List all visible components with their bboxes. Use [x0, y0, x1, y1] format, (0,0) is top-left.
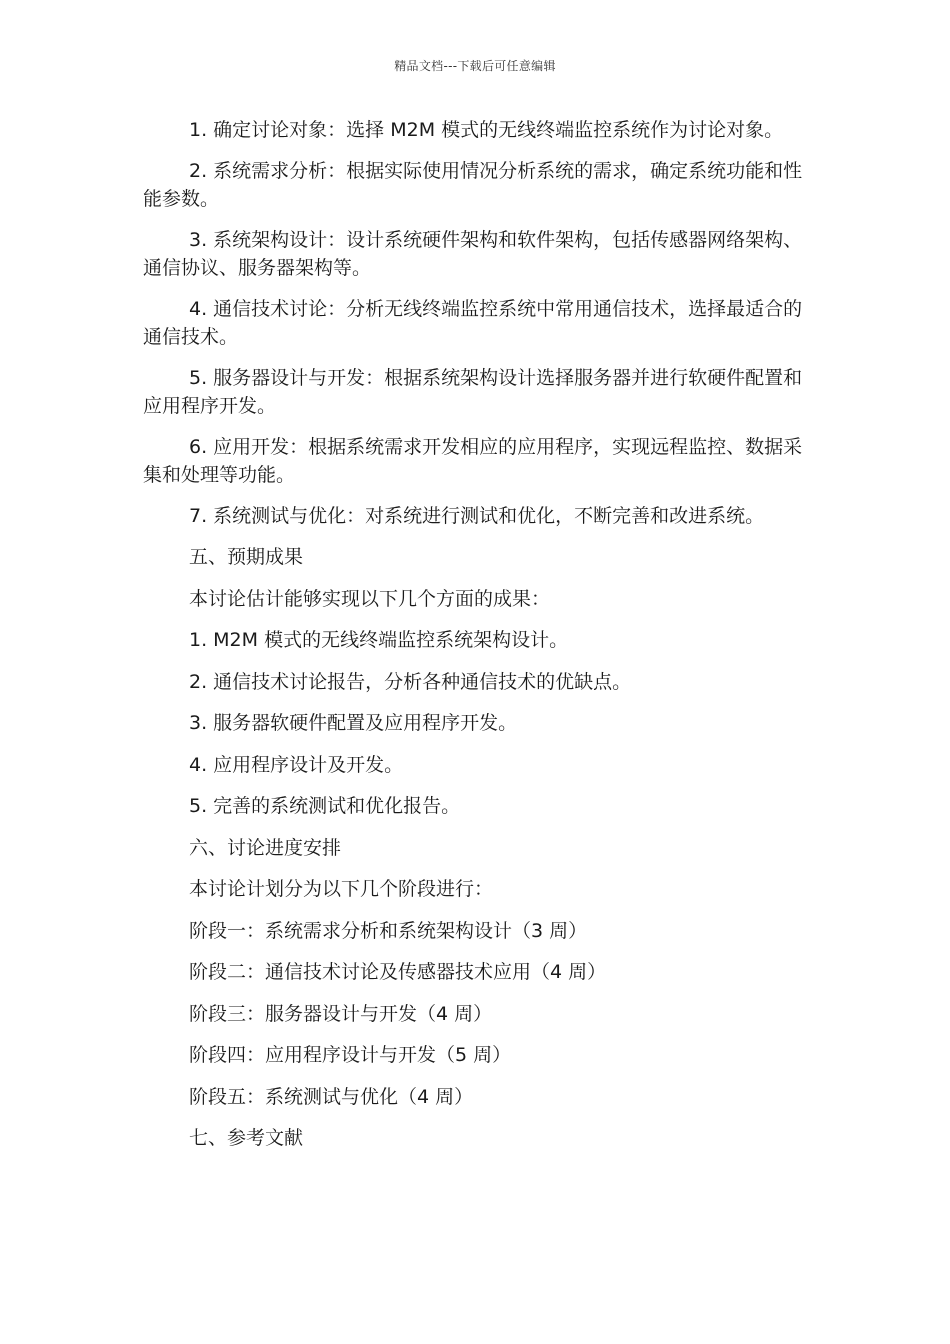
- phase-item: 阶段四：应用程序设计与开发（5 周）: [189, 1044, 512, 1066]
- section-intro: 本讨论估计能够实现以下几个方面的成果：: [189, 587, 551, 610]
- step-paragraph: 4. 通信技术讨论：分析无线终端监控系统中常用通信技术，选择最适合的通信技术。: [143, 298, 803, 348]
- step-paragraph: 5. 服务器设计与开发：根据系统架构设计选择服务器并进行软硬件配置和应用程序开发。: [143, 367, 803, 417]
- phase-item: 阶段二：通信技术讨论及传感器技术应用（4 周）: [189, 961, 607, 983]
- step-paragraph: 2. 系统需求分析：根据实际使用情况分析系统的需求，确定系统功能和性能参数。: [143, 160, 803, 210]
- section-heading: 七、参考文献: [189, 1127, 304, 1149]
- list-item: 1. M2M 模式的无线终端监控系统架构设计。: [189, 629, 569, 651]
- document-body: [143, 116, 808, 1166]
- phase-item: 阶段五：系统测试与优化（4 周）: [189, 1085, 474, 1108]
- step-paragraph: 3. 系统架构设计：设计系统硬件架构和软件架构，包括传感器网络架构、通信协议、服务器架构等。: [143, 229, 803, 279]
- section-heading: 五、预期成果: [189, 546, 304, 568]
- step-paragraph: 7. 系统测试与优化：对系统进行测试和优化，不断完善和改进系统。: [189, 505, 765, 527]
- list-item: 2. 通信技术讨论报告，分析各种通信技术的优缺点。: [189, 670, 632, 693]
- phase-item: 阶段三：服务器设计与开发（4 周）: [189, 1002, 493, 1025]
- section-heading: 六、讨论进度安排: [189, 836, 342, 859]
- page-header: 精品文档---下载后可任意编辑: [394, 59, 556, 73]
- section-intro: 本讨论计划分为以下几个阶段进行：: [189, 878, 494, 900]
- list-item: 4. 应用程序设计及开发。: [189, 753, 404, 776]
- phase-item: 阶段一：系统需求分析和系统架构设计（3 周）: [189, 919, 588, 942]
- step-paragraph: 1. 确定讨论对象：选择 M2M 模式的无线终端监控系统作为讨论对象。: [189, 119, 784, 141]
- list-item: 3. 服务器软硬件配置及应用程序开发。: [189, 712, 518, 734]
- list-item: 5. 完善的系统测试和优化报告。: [189, 795, 461, 817]
- step-paragraph: 6. 应用开发：根据系统需求开发相应的应用程序，实现远程监控、数据采集和处理等功能。: [143, 436, 803, 486]
